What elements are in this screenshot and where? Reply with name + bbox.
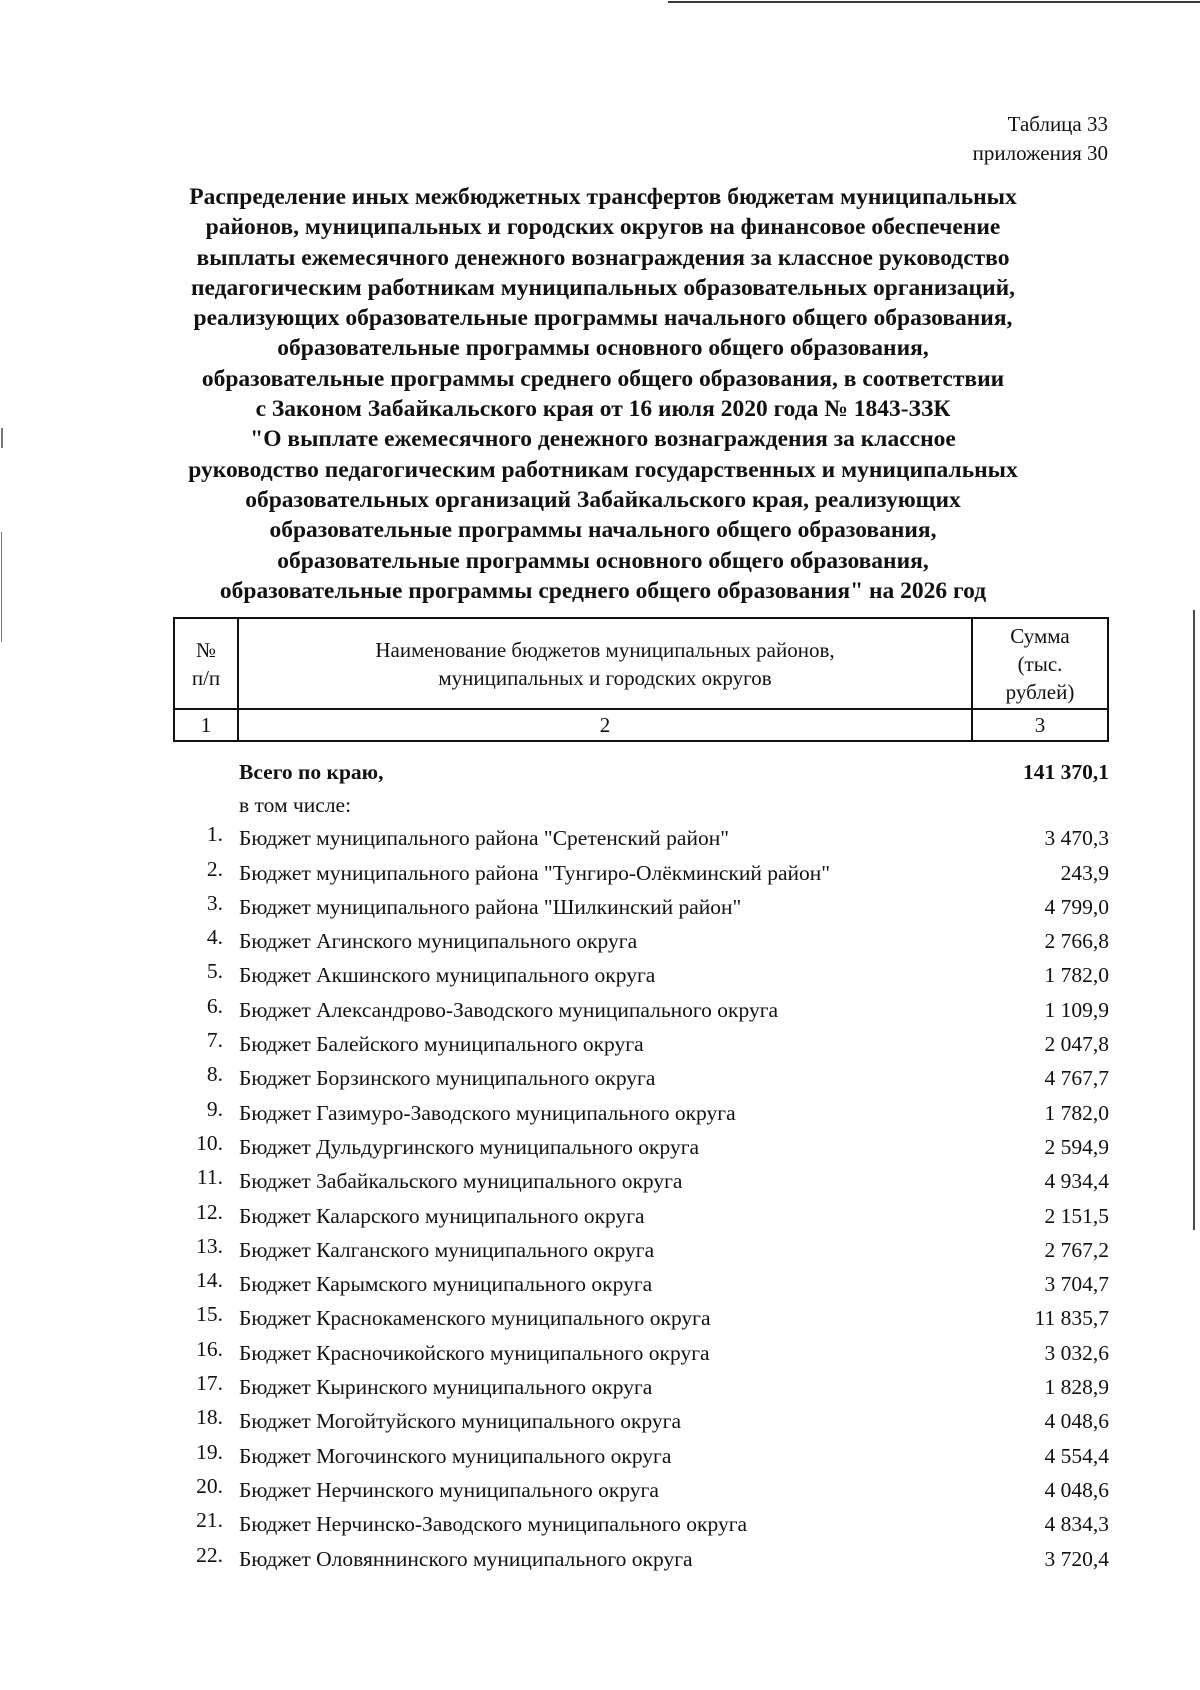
header-name-cell bbox=[238, 618, 972, 709]
row-amount: 2 151,5 bbox=[1044, 1203, 1109, 1228]
total-row bbox=[173, 755, 1109, 789]
row-budget-name: Бюджет Каларского муниципального округа bbox=[239, 1203, 645, 1228]
appendix-table-number: Таблица 33 bbox=[1007, 112, 1108, 136]
header-number-cell bbox=[174, 618, 238, 709]
row-amount: 1 828,9 bbox=[1044, 1375, 1109, 1400]
table-row bbox=[173, 1439, 1109, 1473]
row-budget-name: Бюджет Забайкальского муниципального округа bbox=[239, 1169, 683, 1194]
title-line: образовательные программы основного общего образования, bbox=[277, 547, 929, 574]
table-row bbox=[173, 1370, 1109, 1404]
title-line: педагогическим работникам муниципальных образовательных организаций, bbox=[190, 274, 1016, 301]
column-index-cell: 3 bbox=[972, 709, 1108, 741]
row-number: 22. bbox=[196, 1542, 223, 1567]
total-label: Всего по краю, bbox=[239, 760, 384, 784]
table-row bbox=[173, 1267, 1109, 1301]
table-row bbox=[173, 1199, 1109, 1233]
scan-edge-top bbox=[668, 1, 1200, 3]
table-row bbox=[173, 856, 1109, 890]
row-number: 5. bbox=[206, 959, 223, 984]
column-index-cell: 2 bbox=[238, 709, 972, 741]
title-line: реализующих образовательные программы начального общего образования, bbox=[193, 305, 1013, 332]
row-number: 14. bbox=[196, 1268, 223, 1293]
row-number: 11. bbox=[196, 1165, 223, 1190]
row-amount: 3 720,4 bbox=[1044, 1546, 1109, 1571]
row-number: 12. bbox=[196, 1199, 223, 1224]
table-row bbox=[173, 1507, 1109, 1541]
row-amount: 2 047,8 bbox=[1044, 1032, 1109, 1057]
row-amount: 4 554,4 bbox=[1044, 1443, 1109, 1468]
table-row bbox=[173, 1473, 1109, 1507]
row-budget-name: Бюджет Калганского муниципального округа bbox=[239, 1237, 655, 1262]
row-budget-name: Бюджет муниципального района "Сретенский район" bbox=[239, 826, 729, 851]
table-row bbox=[173, 821, 1109, 855]
title-line: Распределение иных межбюджетных трансфертов бюджетам муниципальных bbox=[189, 184, 1017, 210]
row-number: 10. bbox=[196, 1130, 223, 1155]
appendix-number: приложения 30 bbox=[972, 141, 1108, 165]
column-index-cell: 1 bbox=[174, 709, 238, 741]
row-number: 19. bbox=[196, 1439, 223, 1464]
title-line: "О выплате ежемесячного денежного вознаграждения за классное bbox=[250, 426, 956, 453]
title-line: образовательных организаций Забайкальского края, реализующих bbox=[245, 486, 961, 513]
table-row bbox=[173, 993, 1109, 1027]
scan-edge-right bbox=[1193, 610, 1195, 1230]
row-amount: 4 834,3 bbox=[1044, 1512, 1109, 1537]
row-amount: 4 048,6 bbox=[1044, 1409, 1109, 1434]
row-number: 15. bbox=[196, 1302, 223, 1327]
table-row bbox=[173, 1027, 1109, 1061]
row-amount: 1 109,9 bbox=[1044, 997, 1109, 1022]
row-amount: 3 704,7 bbox=[1044, 1272, 1109, 1297]
row-number: 13. bbox=[196, 1233, 223, 1258]
header-number-line: п/п bbox=[191, 665, 221, 690]
column-index-row bbox=[174, 709, 1108, 741]
header-name-line: муниципальных и городских округов bbox=[438, 665, 772, 690]
title-line: образовательные программы среднего общего образования" на 2026 год bbox=[219, 577, 987, 604]
data-rows bbox=[173, 821, 1109, 1576]
table-header bbox=[173, 617, 1109, 742]
row-amount: 2 594,9 bbox=[1044, 1134, 1109, 1159]
table-row bbox=[173, 1130, 1109, 1164]
document-title bbox=[150, 182, 1056, 606]
row-amount: 243,9 bbox=[1060, 860, 1109, 885]
row-number: 3. bbox=[206, 890, 223, 915]
title-line: образовательные программы среднего общего образования, в соответствии bbox=[201, 365, 1005, 392]
scan-mark bbox=[1, 532, 2, 642]
table-row bbox=[173, 1542, 1109, 1576]
table-row bbox=[173, 924, 1109, 958]
row-amount: 2 766,8 bbox=[1044, 929, 1109, 954]
subtotal-row bbox=[173, 789, 1109, 821]
total-value: 141 370,1 bbox=[1023, 760, 1109, 784]
table-row bbox=[173, 1233, 1109, 1267]
table-row bbox=[173, 1336, 1109, 1370]
row-amount: 3 032,6 bbox=[1044, 1340, 1109, 1365]
row-budget-name: Бюджет Могойтуйского муниципального округа bbox=[239, 1409, 682, 1434]
table-row bbox=[173, 1096, 1109, 1130]
table-row bbox=[173, 1301, 1109, 1335]
row-budget-name: Бюджет Могочинского муниципального округа bbox=[239, 1443, 672, 1468]
row-amount: 4 767,7 bbox=[1044, 1066, 1109, 1091]
header-number-line: № bbox=[195, 637, 217, 662]
row-budget-name: Бюджет Дульдургинского муниципального округа bbox=[239, 1134, 700, 1159]
row-budget-name: Бюджет Борзинского муниципального округа bbox=[239, 1066, 656, 1091]
row-number: 7. bbox=[206, 1028, 223, 1053]
row-budget-name: Бюджет Карымского муниципального округа bbox=[239, 1272, 653, 1297]
header-sum-line: Сумма bbox=[1010, 623, 1070, 648]
row-budget-name: Бюджет Александрово-Заводского муниципального округа bbox=[239, 997, 779, 1022]
title-line: выплаты ежемесячного денежного вознаграждения за классное руководство bbox=[196, 244, 1010, 271]
table-row bbox=[173, 1061, 1109, 1095]
title-line: образовательные программы начального общего образования, bbox=[269, 517, 937, 544]
row-amount: 11 835,7 bbox=[1034, 1306, 1109, 1331]
title-line: с Законом Забайкальского края от 16 июля 2020 года № 1843-ЗЗК bbox=[255, 396, 951, 423]
row-amount: 4 934,4 bbox=[1044, 1169, 1109, 1194]
header-name-line: Наименование бюджетов муниципальных районов, bbox=[375, 637, 835, 662]
row-budget-name: Бюджет Краснокаменского муниципального округа bbox=[239, 1306, 711, 1331]
row-number: 4. bbox=[206, 925, 223, 950]
row-budget-name: Бюджет Балейского муниципального округа bbox=[239, 1032, 644, 1057]
row-number: 17. bbox=[196, 1371, 223, 1396]
row-budget-name: Бюджет Кыринского муниципального округа bbox=[239, 1375, 653, 1400]
row-number: 6. bbox=[206, 993, 223, 1018]
title-line: образовательные программы основного общего образования, bbox=[277, 335, 929, 362]
row-budget-name: Бюджет Акшинского муниципального округа bbox=[239, 963, 656, 988]
row-amount: 2 767,2 bbox=[1044, 1237, 1109, 1262]
row-amount: 1 782,0 bbox=[1044, 963, 1109, 988]
title-line: районов, муниципальных и городских округов на финансовое обеспечение bbox=[205, 214, 1001, 241]
row-number: 16. bbox=[196, 1336, 223, 1361]
row-amount: 4 048,6 bbox=[1044, 1477, 1109, 1502]
row-budget-name: Бюджет муниципального района "Шилкинский район" bbox=[239, 894, 742, 919]
row-budget-name: Бюджет Нерчинского муниципального округа bbox=[239, 1477, 659, 1502]
appendix-reference bbox=[973, 110, 1108, 168]
table-body bbox=[173, 755, 1109, 1576]
header-row bbox=[174, 618, 1108, 709]
header-sum-cell bbox=[972, 618, 1108, 709]
row-number: 2. bbox=[206, 856, 223, 881]
row-number: 9. bbox=[206, 1096, 223, 1121]
table-row bbox=[173, 1164, 1109, 1198]
header-sum-line: (тыс. bbox=[1017, 651, 1063, 676]
row-number: 20. bbox=[196, 1473, 223, 1498]
row-number: 1. bbox=[206, 822, 223, 847]
row-budget-name: Бюджет Красночикойского муниципального округа bbox=[239, 1340, 710, 1365]
title-line: руководство педагогическим работникам государственных и муниципальных bbox=[188, 456, 1018, 483]
subtotal-label: в том числе: bbox=[239, 793, 352, 818]
row-amount: 1 782,0 bbox=[1044, 1100, 1109, 1125]
row-budget-name: Бюджет Нерчинско-Заводского муниципального округа bbox=[239, 1512, 748, 1537]
header-sum-line: рублей) bbox=[1005, 679, 1075, 704]
row-budget-name: Бюджет муниципального района "Тунгиро-Олёкминский район" bbox=[239, 860, 831, 885]
row-amount: 4 799,0 bbox=[1044, 894, 1109, 919]
row-budget-name: Бюджет Газимуро-Заводского муниципального округа bbox=[239, 1100, 736, 1125]
table-row bbox=[173, 890, 1109, 924]
scan-mark bbox=[1, 428, 3, 448]
row-number: 21. bbox=[196, 1508, 223, 1533]
table-row bbox=[173, 958, 1109, 992]
table-row bbox=[173, 1404, 1109, 1438]
row-budget-name: Бюджет Оловяннинского муниципального округа bbox=[239, 1546, 693, 1571]
row-number: 8. bbox=[206, 1062, 223, 1087]
row-budget-name: Бюджет Агинского муниципального округа bbox=[239, 929, 638, 954]
row-number: 18. bbox=[196, 1405, 223, 1430]
row-amount: 3 470,3 bbox=[1044, 826, 1109, 851]
